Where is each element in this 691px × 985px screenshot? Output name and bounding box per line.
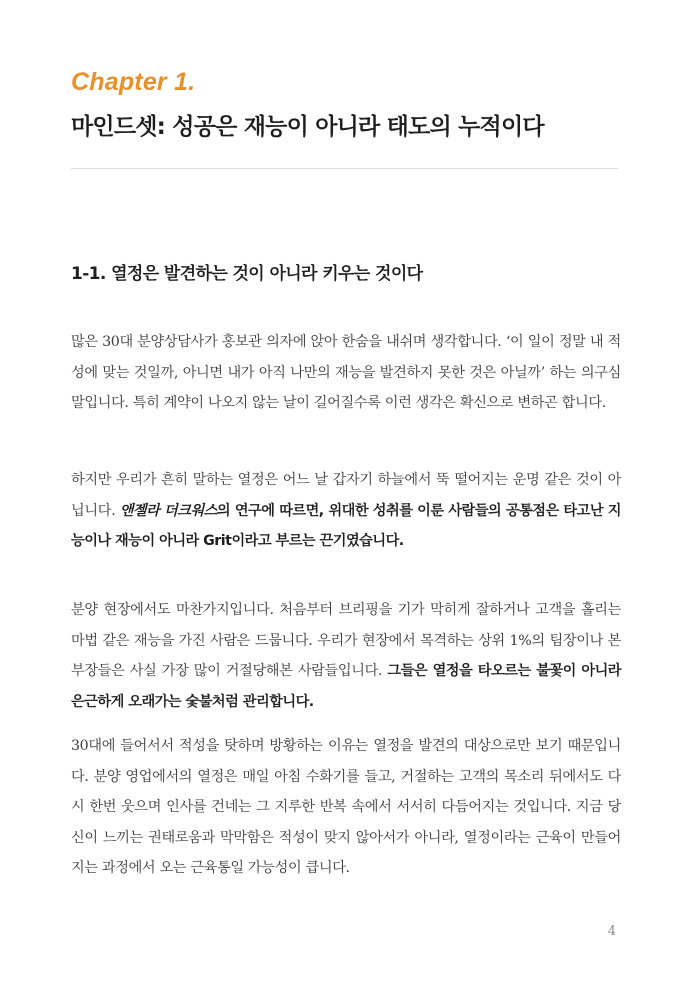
paragraph-2-emphasis — [71, 503, 621, 550]
paragraph-3-emphasis: 그들은 열정을 타오르는 불꽃이 아니라 은근하게 오래가는 숯불처럼 관리합니다. — [71, 663, 621, 710]
chapter-label: Chapter 1. — [71, 68, 196, 96]
page-number: 4 — [607, 924, 616, 939]
paragraph-4 — [71, 731, 621, 884]
section-heading: 1-1. 열정은 발견하는 것이 아니라 키우는 것이다 — [71, 264, 423, 284]
paragraph-2 — [71, 465, 621, 557]
paragraph-2-text: 하지만 우리가 흔히 말하는 열정은 어느 날 갑자기 하늘에서 뚝 떨어지는 운명 같은 것이 아닙니다. — [71, 472, 621, 519]
paragraph-4-text: 30대에 들어서서 적성을 탓하며 방황하는 이유는 열정을 발견의 대상으로만 보기 때문입니다. 분양 영업에서의 열정은 매일 아침 수화기를 들고, 거절하는 고객의 목소리 뒤에서도 다시 한번 웃으며 인사를 건네는 그 지루한 반복 속에서 서서히 다듬어지는 것입니다. 지금 당신이 느끼는 권태로움과 막막함은 적성이 맞지 않아서가 아니라, 열정이라는 근육이 만들어지는 과정에서 오는 근육통일 가능성이 큽니다. — [71, 738, 621, 876]
chapter-title: 마인드셋: 성공은 재능이 아니라 태도의 누적이다 — [71, 114, 544, 140]
paragraph-1-text: 많은 30대 분양상담사가 홍보관 의자에 앉아 한숨을 내쉬며 생각합니다. ‘이 일이 정말 내 적성에 맞는 것일까, 아니면 내가 아직 나만의 재능을 발견하지 못한 것은 아닐까’ 하는 의구심 말입니다. 특히 계약이 나오지 않는 날이 길어질수록 이런 생각은 확신으로 변하곤 합니다. — [71, 334, 621, 411]
paragraph-3-text: 분양 현장에서도 마찬가지입니다. 처음부터 브리핑을 기가 막히게 잘하거나 고객을 홀리는 마법 같은 재능을 가진 사람은 드뭅니다. 우리가 현장에서 목격하는 상위 1%의 팀장이나 본부장들은 사실 가장 많이 거절당해본 사람들입니다. — [71, 602, 621, 679]
paragraph-3 — [71, 595, 621, 717]
paragraph-2-author-name: 앤젤라 더크워스 — [119, 502, 217, 519]
paragraph-1 — [71, 327, 621, 419]
paragraph-2-emphasis-text: 의 연구에 따르면, 위대한 성취를 이룬 사람들의 공통점은 타고난 지능이나 재능이 아니라 Grit이라고 부르는 끈기였습니다. — [71, 502, 621, 549]
title-divider — [71, 168, 618, 169]
